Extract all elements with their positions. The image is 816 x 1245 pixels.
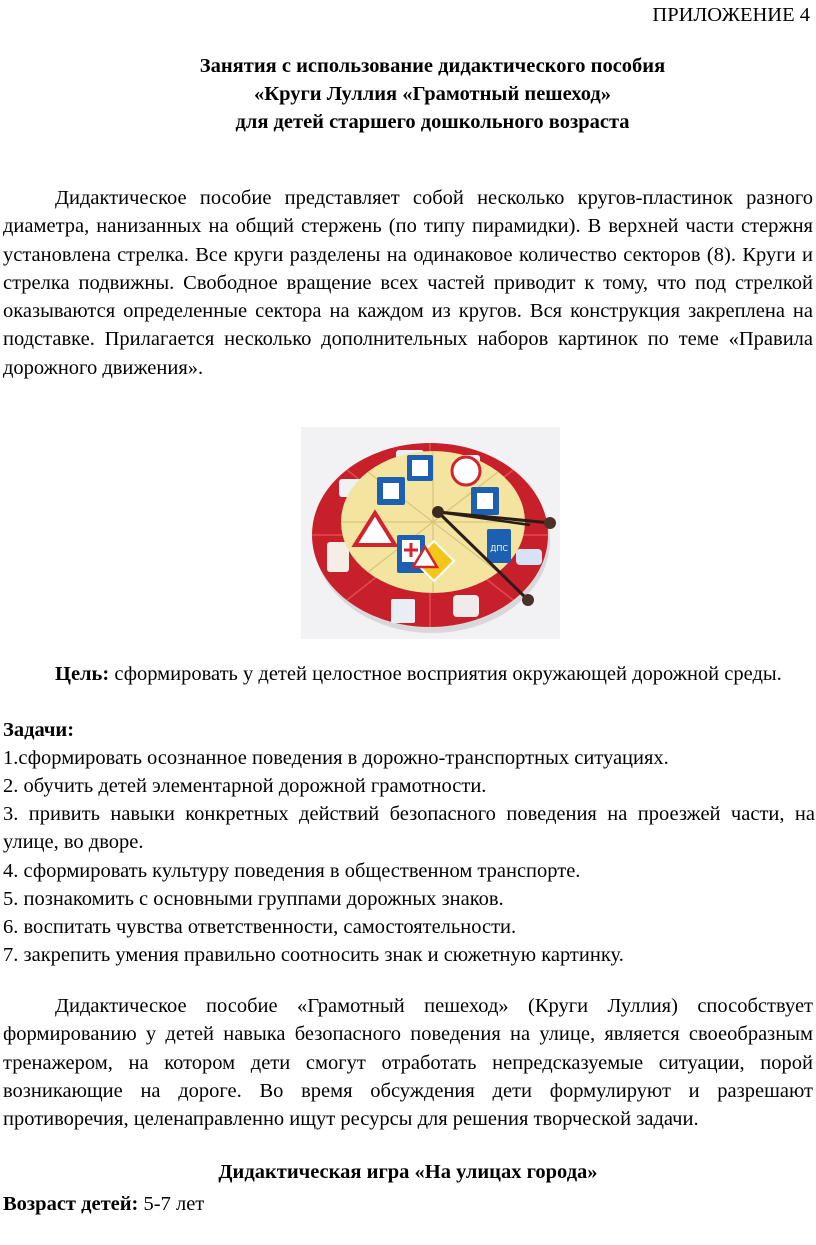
goal-text: сформировать у детей целостное восприятия окружающей дорожной среды. [114, 663, 782, 685]
lullian-circles-photo [301, 427, 560, 639]
appendix-label: ПРИЛОЖЕНИЕ 4 [652, 4, 810, 26]
task-item-4: 4. сформировать культуру поведения в общественном транспорте. [3, 860, 581, 882]
tasks-label: Задачи: [3, 719, 75, 741]
task-item-2: 2. обучить детей элементарной дорожной грамотности. [3, 775, 487, 797]
task-item-5: 5. познакомить с основными группами дорожных знаков. [3, 888, 504, 910]
age-line [3, 1190, 813, 1218]
goal-paragraph [3, 660, 813, 688]
dps-sign-text: ДПС [490, 544, 508, 553]
document-title [40, 52, 816, 136]
task-item-1: 1.сформировать осознанное поведения в дорожно-транспортных ситуациях. [3, 747, 669, 769]
intro-paragraph: Дидактическое пособие представляет собой несколько кругов-пластинок разного диаметра, нанизанных на общий стержень (по типу пирамидки). В верхней части стержня установлена стрелка. Все круги разделены на одинаковое количество секторов (8). Круги и стрелка подвижны. Свободное вращение всех частей приводит к тому, что под стрелкой оказываются определенные сектора на каждом из кругов. Вся конструкция закреплена на подставке. Прилагается несколько дополнительных наборов картинок по теме «Правила дорожного движения». [3, 187, 813, 379]
title-line-1: Занятия с использование дидактического пособия [199, 55, 666, 77]
game-title: Дидактическая игра «На улицах города» [218, 1161, 598, 1183]
task-item-3: 3. привить навыки конкретных действий безопасного поведения на проезжей части, на улице, во дворе. [3, 803, 815, 854]
goal-label: Цель: [55, 663, 110, 685]
task-item-7: 7. закрепить умения правильно соотносить знак и сюжетную картинку. [3, 944, 624, 966]
title-line-2: «Круги Луллия «Грамотный пешеход» [253, 83, 612, 105]
lullian-circles-illustration [301, 427, 560, 639]
task-item-6: 6. воспитать чувства ответственности, самостоятельности. [3, 916, 517, 938]
age-value: 5-7 лет [143, 1193, 205, 1215]
title-line-3: для детей старшего дошкольного возраста [235, 111, 630, 133]
age-label: Возраст детей: [3, 1193, 139, 1215]
summary-paragraph: Дидактическое пособие «Грамотный пешеход» (Круги Луллия) способствует формированию у детей навыка безопасного поведения на улице, является своеобразным тренажером, на котором дети смогут отработать непредсказуемые ситуации, порой возникающие на дороге. Во время обсуждения дети формулируют и разрешают противоречия, целенаправленно ищут ресурсы для решения творческой задачи. [3, 995, 813, 1131]
